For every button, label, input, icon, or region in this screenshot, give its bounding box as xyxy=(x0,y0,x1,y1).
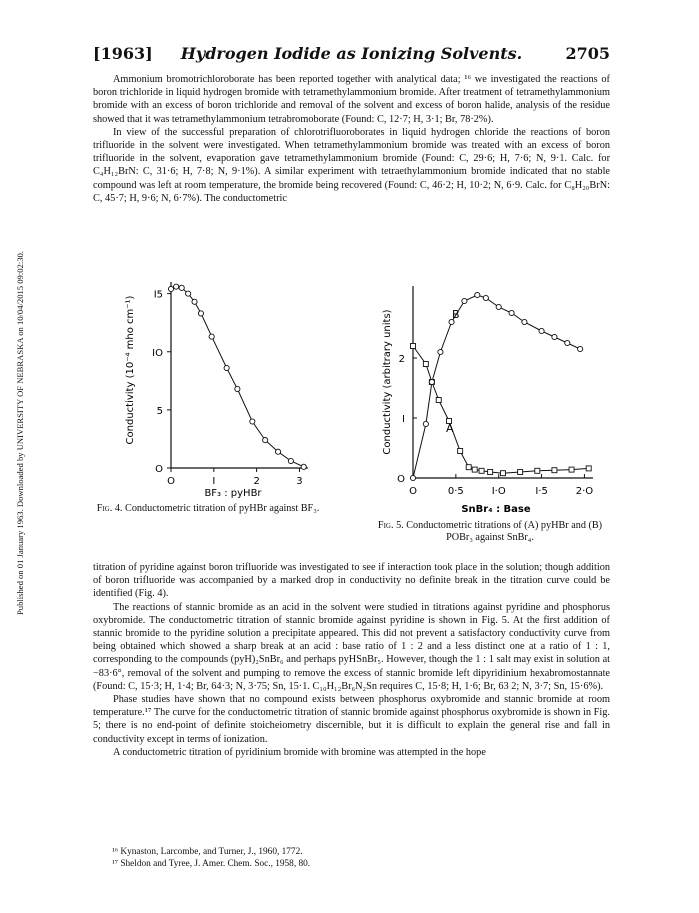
download-notice: Published on 01 January 1963. Downloaded by UNIVERSITY OF NEBRASKA on 10/04/2015 09:02:30. xyxy=(15,251,25,615)
page-number: 2705 xyxy=(565,44,610,63)
paragraph: The reactions of stannic bromide as an acid in the solvent were studied in titrations against pyridine and phosphorus oxybromide. The conductometric titration of stannic bromide against pyridine is shown in Fig. 5. At the first addition of stannic bromide to the pyridine solution a precipitate appeared. This did not prevent a satisfactory conductivity curve from being obtained which showed a sharp break at an acid : base ratio of 1 : 2 and a less distinct one at a ratio of 1 : 1, corresponding to the compounds (pyH)₂SnBr₆ and perhaps pyHSnBr₅. However, though the 1 : 1 salt may exist in solution at −83·6°, removal of the solvent and pumping to remove the excess of stannic bromide left dipyridinium hexabromostannate (Found: C, 15·3; H, 1·4; Br, 64·3; N, 3·75; Sn, 15·1. C₁₀H₁₂Br₆N₂Sn requires C, 15·8; H, 1·6; Br, 63 2; N, 3·7; Sn, 15·6%). xyxy=(93,601,610,692)
y-tick-label: 2 xyxy=(398,354,405,365)
figure-4-chart xyxy=(93,272,323,502)
x-tick-label: 0·5 xyxy=(447,486,464,497)
paragraph: titration of pyridine against boron trifluoride was investigated to see if interaction took place in the solution; though addition of boron trifluoride was accompanied by a marked drop in conductivity no definite break in the titration curve could be identified (Fig. 4). xyxy=(93,562,610,600)
data-point xyxy=(235,386,240,391)
data-point-a xyxy=(501,471,506,476)
y-axis-label: Conductivity (arbitrary units) xyxy=(382,309,393,455)
data-point-a xyxy=(586,466,591,471)
figure-4-caption xyxy=(93,503,323,515)
x-tick-label: O xyxy=(167,476,175,487)
bottom-text xyxy=(93,561,610,759)
y-tick-label: I xyxy=(402,414,405,425)
data-point-a xyxy=(488,470,493,475)
data-point-b xyxy=(539,328,544,333)
data-point xyxy=(288,458,293,463)
figure-5-caption xyxy=(372,520,608,544)
data-point-a xyxy=(569,467,574,472)
paragraph: A conductometric titration of pyridinium bromide with bromine was attempted in the hope xyxy=(113,746,486,758)
data-point-a xyxy=(552,468,557,473)
paragraph: Phase studies have shown that no compound exists between phosphorus oxybromide and stannic bromide at room temperature.¹⁷ The curve for the conductometric titration of stannic bromide against phosphorus oxybromide is shown in Fig. 5; there is no end-point of definite stoicheiometry discernible, but it is difficult to explain the general rise and fall in conductivity except in terms of ionization. xyxy=(93,694,610,745)
data-point-a xyxy=(458,449,463,454)
page-header xyxy=(93,44,610,64)
data-point-b xyxy=(429,379,434,384)
data-point-b xyxy=(438,349,443,354)
caption-label: Fig. 4. xyxy=(96,503,123,514)
data-point xyxy=(301,464,306,469)
y-tick-label: 5 xyxy=(156,405,163,417)
data-point-b xyxy=(522,319,527,324)
y-tick-label: O xyxy=(397,474,405,485)
data-point xyxy=(263,438,268,443)
data-point-a xyxy=(423,362,428,367)
footnote: ¹⁷ Sheldon and Tyree, J. Amer. Chem. Soc., 1958, 80. xyxy=(112,859,311,869)
x-tick-label: 2 xyxy=(253,476,260,487)
y-tick-label: IO xyxy=(152,347,163,359)
y-axis-label: Conductivity (10⁻⁴ mho cm⁻¹) xyxy=(125,295,136,445)
figure-5-chart xyxy=(368,282,608,518)
top-text xyxy=(93,73,610,205)
series-b-line xyxy=(413,295,580,478)
y-tick-label: I5 xyxy=(153,289,163,301)
data-point-a xyxy=(472,467,477,472)
data-point-b xyxy=(475,292,480,297)
series-a-label: A xyxy=(446,422,454,435)
data-point-a xyxy=(535,468,540,473)
x-tick-label: I·5 xyxy=(535,486,548,497)
data-point-b xyxy=(565,340,570,345)
x-axis-label: SnBr₄ : Base xyxy=(461,504,531,515)
y-tick-label: O xyxy=(155,464,163,475)
x-tick-label: 3 xyxy=(296,476,303,487)
caption-text: Conductometric titrations of (A) pyHBr and (B) POBr₃ against SnBr₄. xyxy=(406,520,603,543)
data-point-b xyxy=(483,295,488,300)
data-point-a xyxy=(466,465,471,470)
series-b-label: B xyxy=(452,308,460,321)
year: [1963] xyxy=(93,44,153,63)
caption-label: Fig. 5. xyxy=(377,520,404,531)
data-point-a xyxy=(411,344,416,349)
x-tick-label: I xyxy=(212,476,216,487)
data-point xyxy=(275,449,280,454)
data-point xyxy=(198,311,203,316)
x-tick-label: I·O xyxy=(491,486,506,497)
data-point-b xyxy=(578,346,583,351)
data-point-a xyxy=(479,468,484,473)
data-point xyxy=(174,284,179,289)
series-a-line xyxy=(413,346,589,473)
data-point-b xyxy=(509,310,514,315)
data-point-b xyxy=(410,475,415,480)
data-point xyxy=(179,285,184,290)
data-point xyxy=(250,419,255,424)
data-point xyxy=(224,365,229,370)
x-tick-label: O xyxy=(409,486,417,497)
data-point xyxy=(209,334,214,339)
data-point xyxy=(186,291,191,296)
data-point-b xyxy=(552,334,557,339)
data-point-b xyxy=(423,421,428,426)
data-point-a xyxy=(436,398,441,403)
data-point-a xyxy=(518,470,523,475)
paragraph: In view of the successful preparation of chlorotrifluoroborates in liquid hydrogen chloride the reactions of boron trifluoride in the solvent were investigated. When tetramethylammonium bromide was treated with an excess of boron trifluoride in the solvent, evaporation gave tetramethylammonium bromide (Found: C, 29·6; H, 7·6; N, 9·1. Calc. for C₄H₁₂BrN: C, 31·6; H, 7·8; N, 9·1%). A similar experiment with tetraethylammonium bromide indicated that no stable compound was left at room temperature, the bromide being recovered (Found: C, 46·2; H, 10·2; N, 6·9. Calc. for C₈H₂₀BrN: C, 45·7; H, 9·6; N, 6·7%). The conductometric xyxy=(93,126,610,204)
caption-text: Conductometric titration of pyHBr against BF₃. xyxy=(125,503,320,514)
running-title: Hydrogen Iodide as Ionizing Solvents. xyxy=(180,44,523,63)
data-point-b xyxy=(496,304,501,309)
x-tick-label: 2·O xyxy=(575,486,594,497)
footnote: ¹⁶ Kynaston, Larcombe, and Turner, J., 1960, 1772. xyxy=(112,847,303,857)
series-line xyxy=(171,287,304,467)
footnotes xyxy=(112,846,310,870)
data-point-b xyxy=(462,298,467,303)
data-point xyxy=(192,299,197,304)
data-point xyxy=(168,286,173,291)
paragraph: Ammonium bromotrichloroborate has been reported together with analytical data; ¹⁶ we investigated the reactions of boron trichloride in liquid hydrogen bromide with tetramethylammonium bromide. After treatment of tetramethylammonium bromide with an excess of boron trichloride and removal of the solvent and excess of boron halide, analysis of the residue showed that it was tetramethylammonium tetrabromoborate (Found: C, 12·7; H, 3·1; Br, 78·2%). xyxy=(93,74,610,125)
x-axis-label: BF₃ : pyHBr xyxy=(204,488,262,499)
